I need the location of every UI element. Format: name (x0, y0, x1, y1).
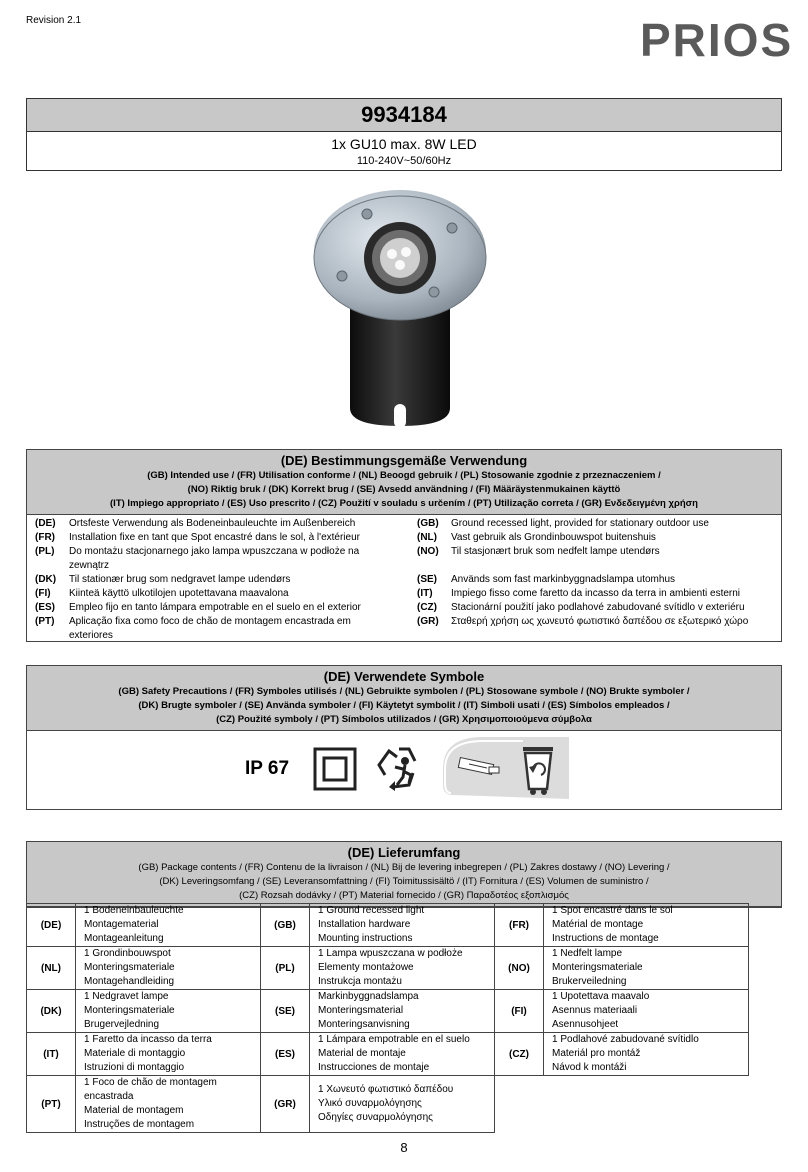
lang-code: (PL) (261, 947, 310, 990)
table-row (27, 1076, 749, 1133)
lang-code: (FI) (35, 588, 51, 599)
package-cell (76, 904, 261, 947)
use-text: Til stasjonært bruk som nedfelt lampe utendørs (451, 546, 660, 557)
package-line: 1 Nedgravet lampe (84, 991, 169, 1002)
intended-use-right-column (409, 517, 785, 629)
use-row (409, 587, 785, 601)
package-line: 1 Spot encastré dans le sol (552, 905, 673, 916)
package-cell (310, 1076, 495, 1133)
use-text: Impiego fisso come faretto da incasso da terra in ambienti esterni (451, 588, 741, 599)
package-section (26, 841, 782, 908)
package-cell (310, 947, 495, 990)
package-line: 1 Upotettava maavalo (552, 991, 650, 1002)
package-cell (76, 1076, 261, 1133)
use-text: Aplicação fixa como foco de chão de montagem encastrada em exteriores (69, 616, 351, 641)
table-row (27, 1033, 749, 1076)
package-line: 1 Podlahové zabudované svítidlo (552, 1034, 699, 1045)
use-text: Ground recessed light, provided for stationary outdoor use (451, 518, 709, 529)
brand-logo: PRIOS (640, 14, 794, 66)
symbols-title: (DE) Verwendete Symbole (323, 669, 485, 684)
protection-class-2-icon (313, 747, 357, 791)
table-row (27, 990, 749, 1033)
product-spec: 1x GU10 max. 8W LED (331, 136, 477, 152)
use-text: Σταθερή χρήση ως χωνευτό φωτιστικό δαπέδου σε εξωτερικό χώρο (451, 616, 749, 627)
package-line: Υλικό συναρμολόγησης (318, 1098, 422, 1109)
package-line: Asennusohjeet (552, 1019, 619, 1030)
package-line: Monteringsanvisning (318, 1019, 410, 1030)
use-row (27, 531, 403, 545)
package-cell (76, 1033, 261, 1076)
lang-code: (PT) (35, 616, 55, 627)
package-line: Návod k montáži (552, 1062, 627, 1073)
lang-code: (DK) (27, 990, 76, 1033)
package-line: Monteringsmaterial (318, 1005, 404, 1016)
use-text: Stacionární použití jako podlahové zabudované svítidlo v exteriéru (451, 602, 745, 613)
lang-code: (NO) (417, 546, 439, 557)
product-code: 9934184 (27, 99, 781, 132)
lang-code: (FI) (495, 990, 544, 1033)
package-line: 1 Lámpara empotrable en el suelo (318, 1034, 470, 1045)
package-line: Montagematerial (84, 919, 159, 930)
lang-code: (IT) (417, 588, 433, 599)
use-row (27, 573, 403, 587)
lang-code: (NL) (417, 532, 437, 543)
lang-code: (DE) (27, 904, 76, 947)
package-line: 1 Χωνευτό φωτιστικό δαπέδου (318, 1084, 454, 1095)
use-row (409, 517, 785, 531)
intended-use-header (27, 450, 781, 515)
package-cell (76, 947, 261, 990)
package-line: Matérial de montage (552, 919, 644, 930)
package-cell (310, 1033, 495, 1076)
package-line: Monteringsmateriale (84, 962, 175, 973)
product-voltage: 110-240V~50/60Hz (356, 155, 452, 167)
use-row (27, 517, 403, 531)
lang-code: (GR) (261, 1076, 310, 1133)
use-text: Kiinteä käyttö ulkotilojen upotettavana maavalona (69, 588, 289, 599)
package-line: Material de montagem (84, 1105, 184, 1116)
package-title: (DE) Lieferumfang (347, 845, 461, 860)
use-row (27, 545, 369, 573)
recycling-icon (375, 745, 425, 793)
use-row (27, 587, 403, 601)
lang-code: (FR) (495, 904, 544, 947)
package-cell (544, 904, 749, 947)
product-title-box (26, 98, 782, 171)
package-line: Asennus materiaali (552, 1005, 638, 1016)
package-line: 1 Lampa wpuszczana w podłoże (318, 948, 463, 959)
lang-code: (SE) (417, 574, 437, 585)
package-line: 1 Ground recessed light (318, 905, 425, 916)
intended-use-section (26, 449, 782, 642)
package-line: Elementy montażowe (318, 962, 414, 973)
revision-label: Revision 2.1 (26, 15, 82, 26)
package-cell (544, 1033, 749, 1076)
symbols-header (27, 666, 781, 731)
package-cell (544, 990, 749, 1033)
use-row (409, 531, 785, 545)
package-line: Montageanleitung (84, 933, 164, 944)
lang-code: (DK) (35, 574, 57, 585)
use-row (27, 601, 403, 615)
package-line: 1 Faretto da incasso da terra (84, 1034, 212, 1045)
package-cell (310, 904, 495, 947)
package-subtitle-2: (DK) Leveringsomfang / (SE) Leveransomfattning / (FI) Toimitussisältö / (IT) Fornitura / (ES) Volumen de suministro / (159, 876, 649, 887)
lang-code: (CZ) (495, 1033, 544, 1076)
package-line: Brugervejledning (84, 1019, 160, 1030)
package-line: Instructions de montage (552, 933, 659, 944)
package-header (27, 842, 781, 907)
lang-code: (CZ) (417, 602, 437, 613)
use-text: Do montażu stacjonarnego jako lampa wpuszczana w podłoże na zewnątrz (69, 546, 360, 571)
intended-use-title: (DE) Bestimmungsgemäße Verwendung (280, 453, 528, 468)
package-line: Materiale di montaggio (84, 1048, 186, 1059)
package-cell (544, 947, 749, 990)
package-line: Materiál pro montáž (552, 1048, 641, 1059)
package-table (26, 903, 749, 1133)
disposal-panel (443, 737, 569, 799)
lang-code: (GB) (417, 518, 439, 529)
lang-code: (ES) (261, 1033, 310, 1076)
package-cell (310, 990, 495, 1033)
lang-code: (PL) (35, 546, 55, 557)
package-line: Brukerveiledning (552, 976, 627, 987)
intended-use-left-column (27, 517, 403, 643)
lang-code: (GR) (417, 616, 439, 627)
product-image (312, 190, 488, 430)
use-row (27, 615, 369, 643)
use-row (409, 573, 785, 587)
lang-code: (SE) (261, 990, 310, 1033)
intended-use-subtitle-2: (NO) Riktig bruk / (DK) Korrekt brug / (SE) Avsedd användning / (FI) Määräystenmukainen käyttö (187, 484, 621, 495)
package-line: Markinbyggnadslampa (318, 991, 419, 1002)
package-line: 1 Foco de chão de montagem encastrada (84, 1077, 217, 1102)
lang-code: (FR) (35, 532, 55, 543)
package-subtitle-1: (GB) Package contents / (FR) Contenu de la livraison / (NL) Bij de levering inbegrepen / (PL) Zakres dostawy / (NO) Levering / (138, 862, 670, 873)
lang-code: (ES) (35, 602, 55, 613)
lang-code: (IT) (27, 1033, 76, 1076)
package-line: Mounting instructions (318, 933, 413, 944)
symbols-subtitle-1: (GB) Safety Precautions / (FR) Symboles utilisés / (NL) Gebruikte symbolen / (PL) Stosowane symbole / (NO) Brukte symboler / (118, 686, 690, 697)
use-text: Empleo fijo en tanto lámpara empotrable en el suelo en el exterior (69, 602, 361, 613)
table-row (27, 904, 749, 947)
ip-rating: IP 67 (245, 758, 290, 779)
package-line: 1 Grondinbouwspot (84, 948, 171, 959)
package-line: Installation hardware (318, 919, 411, 930)
intended-use-subtitle-1: (GB) Intended use / (FR) Utilisation conforme / (NL) Beoogd gebruik / (PL) Stosowanie zgodnie z przeznaczeniem / (147, 470, 661, 481)
package-line: Material de montaje (318, 1048, 406, 1059)
intended-use-subtitle-3: (IT) Impiego appropriato / (ES) Uso prescrito / (CZ) Použití v souladu s určením / (PT) Utilização correta / (GR) Ενδεδειγμένη χρήση (110, 498, 698, 509)
package-line: Instrucciones de montaje (318, 1062, 430, 1073)
symbols-subtitle-2: (DK) Brugte symboler / (SE) Använda symboler / (FI) Käytetyt symbolit / (IT) Simboli usati / (ES) Símbolos empleados / (138, 700, 670, 711)
use-text: Vast gebruik als Grondinbouwspot buitenshuis (451, 532, 656, 543)
use-row (409, 601, 785, 615)
use-text: Installation fixe en tant que Spot encastré dans le sol, à l'extérieur (69, 532, 360, 543)
package-line: Monteringsmateriale (84, 1005, 175, 1016)
package-line: Monteringsmateriale (552, 962, 643, 973)
lang-code: (GB) (261, 904, 310, 947)
package-line: Instrukcja montażu (318, 976, 402, 987)
package-line: Οδηγίες συναρμολόγησης (318, 1112, 433, 1123)
package-cell (76, 990, 261, 1033)
use-text: Används som fast markinbyggnadslampa utomhus (451, 574, 676, 585)
use-row (409, 545, 785, 573)
package-line: Istruzioni di montaggio (84, 1062, 185, 1073)
use-text: Til stationær brug som nedgravet lampe udendørs (69, 574, 291, 585)
lang-code: (NL) (27, 947, 76, 990)
use-row (409, 615, 785, 629)
lang-code: (PT) (27, 1076, 76, 1133)
use-text: Ortsfeste Verwendung als Bodeneinbauleuchte im Außenbereich (69, 518, 356, 529)
package-line: 1 Bodeneinbauleuchte (84, 905, 184, 916)
package-subtitle-3: (CZ) Rozsah dodávky / (PT) Material fornecido / (GR) Παραδοτέος εξοπλισμός (239, 890, 569, 901)
symbols-section (26, 665, 782, 810)
page-number: 8 (400, 1140, 408, 1155)
lang-code: (NO) (495, 947, 544, 990)
package-line: Instruções de montagem (84, 1119, 195, 1130)
symbols-subtitle-3: (CZ) Použité symboly / (PT) Símbolos utilizados / (GR) Χρησιμοποιούμενα σύμβολα (216, 714, 592, 725)
package-line: 1 Nedfelt lampe (552, 948, 623, 959)
table-row (27, 947, 749, 990)
package-line: Montagehandleiding (84, 976, 175, 987)
lang-code: (DE) (35, 518, 56, 529)
